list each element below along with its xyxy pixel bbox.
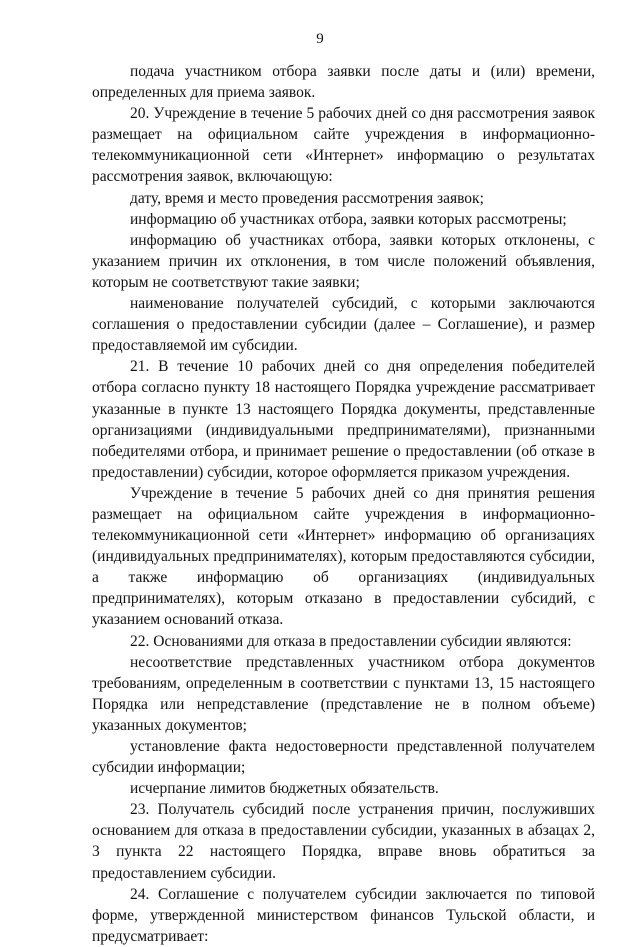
paragraph: несоответствие представленных участником отбора документов требованиям, определенным в соответствии с пунктами 13, 15 настоящего Порядка или непредставление (представление не в полном объеме) указанных документов; xyxy=(92,653,595,734)
paragraph: 20. Учреждение в течение 5 рабочих дней со дня рассмотрения заявок размещает на официальном сайте учреждения в информационно-телекоммуникационной сети «Интернет» информацию о результатах рассмотрения заявок, включающую: xyxy=(92,105,595,186)
paragraph: 21. В течение 10 рабочих дней со дня определения победителей отбора согласно пункту 18 настоящего Порядка учреждение рассматривает указанные в пункте 13 настоящего Порядка документы, представленные организациями (индивидуальными предпринимателями), признанными победителями отбора, и принимает решение о предоставлении (об отказе в предоставлении) субсидии, которое оформляется приказом учреждения. xyxy=(92,358,595,481)
paragraph: информацию об участниках отбора, заявки которых рассмотрены; xyxy=(130,210,567,228)
paragraph: информацию об участниках отбора, заявки которых отклонены, с указанием причин их отклонения, в том числе положений объявления, которым не соответствуют такие заявки; xyxy=(92,231,595,291)
paragraph: установление факта недостоверности представленной получателем субсидии информации; xyxy=(92,738,595,777)
paragraph: наименование получателей субсидий, с которыми заключаются соглашения о предоставлении субсидии (далее – Соглашение), и размер предоставляемой им субсидии. xyxy=(92,295,595,355)
paragraph: 23. Получатель субсидий после устранения причин, послуживших основанием для отказа в предоставлении субсидии, указанных в абзацах 2, 3 пункта 22 настоящего Порядка, вправе вновь обратиться за предоставлением субсидии. xyxy=(92,801,595,882)
paragraph: Учреждение в течение 5 рабочих дней со дня принятия решения размещает на официальном сайте учреждения в информационно-телекоммуникационной сети «Интернет» информацию об организациях (индивидуальных предпринимателях), которым предоставляются субсидии, а также информацию об организациях (индивидуальных предпринимателях), которым отказано в предоставлении субсидий, с указанием оснований отказа. xyxy=(92,484,595,629)
paragraph: исчерпание лимитов бюджетных обязательств. xyxy=(130,780,439,798)
page-number: 9 xyxy=(316,31,324,47)
document-body xyxy=(92,61,595,947)
paragraph: 22. Основаниями для отказа в предоставлении субсидии являются: xyxy=(130,632,572,650)
paragraph: подача участником отбора заявки после даты и (или) времени, определенных для приема заявок. xyxy=(92,63,595,102)
paragraph: 24. Соглашение с получателем субсидии заключается по типовой форме, утвержденной министерством финансов Тульской области, и предусматривает: xyxy=(92,885,595,945)
paragraph: дату, время и место проведения рассмотрения заявок; xyxy=(130,189,484,207)
